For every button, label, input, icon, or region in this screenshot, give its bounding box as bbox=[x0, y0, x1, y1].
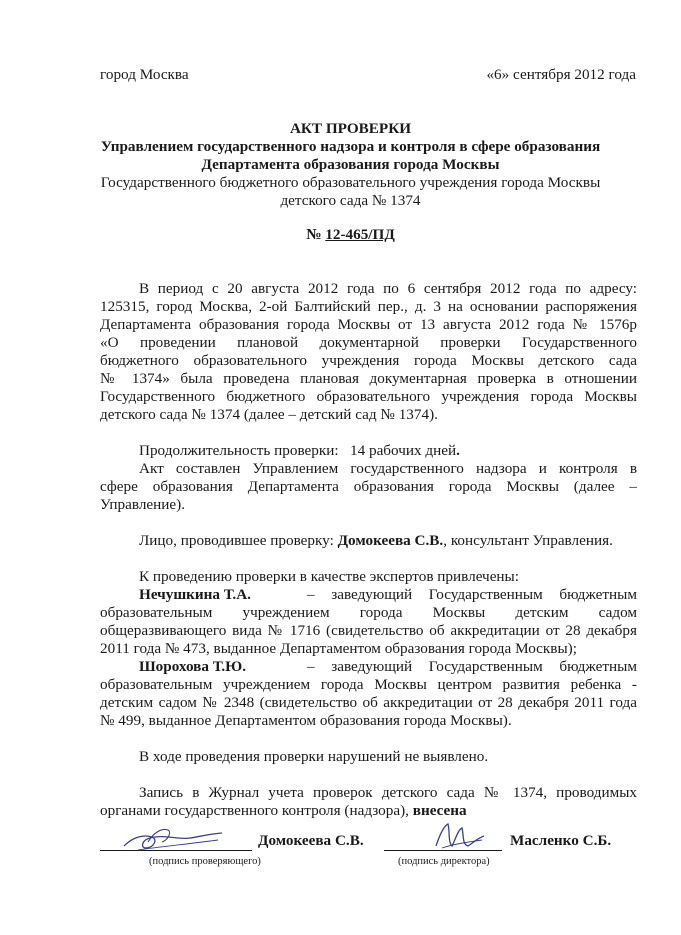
title-authority-line2: Департамента образования города Москвы bbox=[201, 156, 500, 173]
document-title: АКТ ПРОВЕРКИ bbox=[289, 120, 412, 137]
duration-label: Продолжительность проверки: bbox=[139, 442, 339, 459]
experts-intro: К проведению проверки в качестве экспертов привлечены: bbox=[139, 568, 519, 585]
para1-line7: Государственного бюджетного образовательного учреждения города Москвы bbox=[100, 388, 637, 405]
title-organization-line2: детского сада № 1374 bbox=[280, 192, 421, 209]
document-number-value: 12-465/ПД bbox=[325, 226, 395, 243]
inspector-line bbox=[139, 532, 613, 550]
inspector-signature-name: Домокеева С.В. bbox=[258, 832, 364, 849]
header-city: город Москва bbox=[100, 66, 189, 83]
para1-line8: детского сада № 1374 (далее – детский сад № 1374). bbox=[100, 406, 438, 423]
duration-value: 14 рабочих дней bbox=[349, 442, 457, 459]
act-line2: сфере образования Департамента образования города Москвы (далее – bbox=[100, 478, 637, 495]
para1-line1 bbox=[139, 280, 637, 298]
violations-statement: В ходе проведения проверки нарушений не выявлено. bbox=[139, 748, 489, 765]
para1-line2: 125315, город Москва, 2-ой Балтийский пер., д. 3 на основании распоряжения bbox=[100, 298, 637, 315]
expert2-line1 bbox=[139, 658, 637, 676]
journal-entered: внесена bbox=[412, 802, 467, 819]
document-number-prefix: № bbox=[306, 226, 326, 243]
journal-line2-text: органами государственного контроля (надзора), bbox=[100, 802, 413, 819]
duration-dot: . bbox=[456, 442, 460, 459]
expert2-line1-inner bbox=[139, 658, 637, 676]
duration-line bbox=[139, 442, 460, 460]
para1-line1-text: В период с 20 августа 2012 года по 6 сентября 2012 года по адресу: bbox=[139, 280, 637, 297]
inspector-signature-icon bbox=[118, 820, 228, 858]
act-line3: Управление). bbox=[100, 496, 186, 513]
act-line1 bbox=[139, 460, 637, 478]
inspector-rest: , консультант Управления. bbox=[443, 532, 613, 549]
expert1-line3: общеразвивающего вида № 1716 (свидетельство об аккредитации от 28 декабря bbox=[100, 622, 637, 639]
para1-line1-inner bbox=[139, 280, 637, 298]
director-signature-caption: (подпись директора) bbox=[398, 856, 490, 867]
para1-line4: «О проведении плановой документарной проверки Государственного bbox=[100, 334, 637, 351]
header-date: «6» сентября 2012 года bbox=[486, 66, 636, 83]
expert2-name: Шорохова Т.Ю. bbox=[139, 658, 247, 675]
inspector-signature-caption: (подпись проверяющего) bbox=[149, 856, 261, 867]
inspector-label: Лицо, проводившее проверку: bbox=[139, 532, 338, 549]
title-authority-line1: Управлением государственного надзора и контроля в сфере образования bbox=[100, 138, 601, 155]
expert1-name: Нечушкина Т.А. bbox=[139, 586, 251, 603]
expert2-line3: детским садом № 2348 (свидетельство об аккредитации от 28 декабря 2011 года bbox=[100, 694, 637, 711]
inspector-name: Домокеева С.В. bbox=[337, 532, 444, 549]
title-organization-line1: Государственного бюджетного образовательного учреждения города Москвы bbox=[100, 174, 601, 191]
expert1-line2: образовательным учреждением города Москвы детским садом bbox=[100, 604, 637, 621]
expert2-line2: образовательным учреждением города Москвы центром развития ребенка - bbox=[100, 676, 637, 693]
expert1-line4: 2011 года № 473, выданное Департаментом образования города Москвы); bbox=[100, 640, 577, 657]
expert1-line1 bbox=[139, 586, 637, 604]
expert1-line1-inner bbox=[139, 586, 637, 604]
para1-line6: № 1374» была проведена плановая документарная проверка в отношении bbox=[100, 370, 637, 387]
expert2-line1-rest: – заведующий Государственным бюджетным bbox=[307, 658, 637, 675]
document-number bbox=[60, 226, 641, 244]
journal-line2 bbox=[100, 802, 467, 820]
journal-line1 bbox=[139, 784, 637, 802]
para1-line3: Департамента образования города Москвы от 13 августа 2012 года № 1576р bbox=[100, 316, 637, 333]
expert2-line4: № 499, выданное Департаментом образования города Москвы). bbox=[100, 712, 512, 729]
act-line1-text: Акт составлен Управлением государственного надзора и контроля в bbox=[139, 460, 637, 477]
director-signature-icon bbox=[428, 816, 488, 856]
journal-line1-text: Запись в Журнал учета проверок детского сада № 1374, проводимых bbox=[139, 784, 637, 801]
director-signature-name: Масленко С.Б. bbox=[510, 832, 612, 849]
expert1-line1-rest: – заведующий Государственным бюджетным bbox=[307, 586, 637, 603]
para1-line5: бюджетного образовательного учреждения города Москвы детского сада bbox=[100, 352, 637, 369]
